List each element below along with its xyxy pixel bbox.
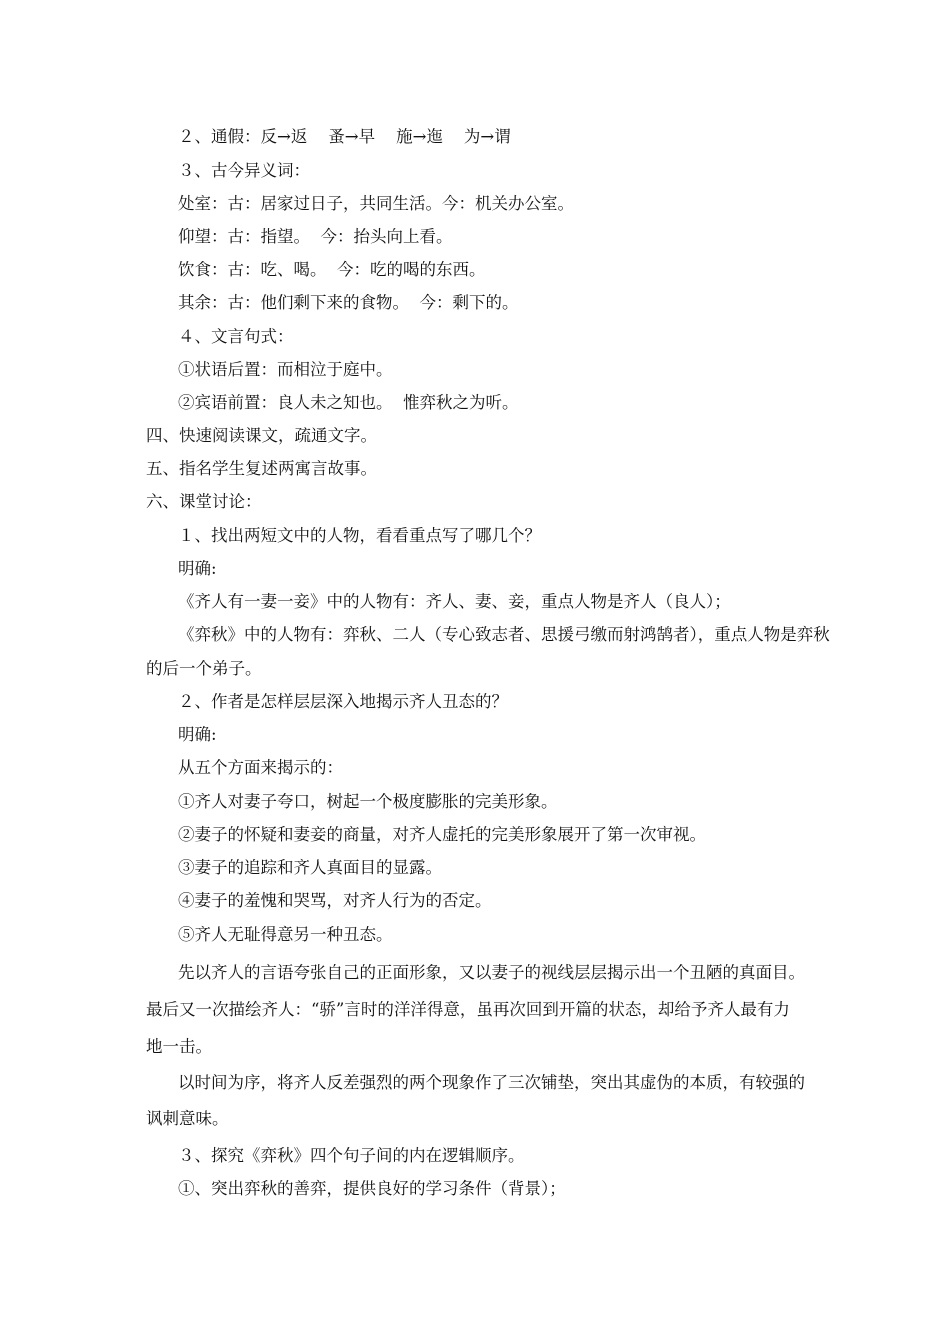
text-line: ２、通假：反→返 蚤→早 施→迤 为→谓 [178,127,511,146]
text-line: 地一击。 [146,1037,212,1056]
text-line: ④妻子的羞愧和哭骂，对齐人行为的否定。 [178,891,492,910]
text-line: ①齐人对妻子夸口，树起一个极度膨胀的完美形象。 [178,792,558,811]
section-heading: 五、指名学生复述两寓言故事。 [146,459,377,478]
text-line: ①状语后置：而相泣于庭中。 [178,360,393,379]
text-line: 《齐人有一妻一妾》中的人物有：齐人、妻、妾，重点人物是齐人（良人）； [178,592,731,611]
text-line: ①、突出弈秋的善弈，提供良好的学习条件（背景）； [178,1179,566,1198]
text-line: 以时间为序，将齐人反差强烈的两个现象作了三次铺垫，突出其虚伪的本质，有较强的 [178,1073,805,1092]
text-line: 从五个方面来揭示的： [178,758,343,777]
text-line: 的后一个弟子。 [146,659,262,678]
text-line: ②宾语前置：良人未之知也。 惟弈秋之为听。 [178,393,519,412]
text-line: １、找出两短文中的人物，看看重点写了哪几个？ [178,526,541,545]
text-line: ３、古今异义词： [178,161,310,180]
text-line: ③妻子的追踪和齐人真面目的显露。 [178,858,442,877]
text-line: 饮食：古：吃、喝。 今：吃的喝的东西。 [178,260,486,279]
text-line: 明确: [178,725,217,744]
text-line: 明确: [178,559,217,578]
text-line: ２、作者是怎样层层深入地揭示齐人丑态的？ [178,692,508,711]
text-line: 讽刺意味。 [146,1109,229,1128]
text-line: 其余：古：他们剩下来的食物。 今：剩下的。 [178,293,519,312]
text-line: 仰望：古：指望。 今：抬头向上看。 [178,227,453,246]
text-line: 《弈秋》中的人物有：弈秋、二人（专心致志者、思援弓缴而射鸿鹄者），重点人物是弈秋 [178,625,830,644]
text-line: 最后又一次描绘齐人：“骄”言时的洋洋得意，虽再次回到开篇的状态，却给予齐人最有力 [146,1000,790,1019]
section-heading: 六、课堂讨论： [146,492,262,511]
text-line: 先以齐人的言语夸张自己的正面形象，又以妻子的视线层层揭示出一个丑陋的真面目。 [178,963,805,982]
text-line: ⑤齐人无耻得意另一种丑态。 [178,925,393,944]
text-line: ４、文言句式： [178,327,294,346]
section-heading: 四、快速阅读课文，疏通文字。 [146,426,377,445]
text-line: ②妻子的怀疑和妻妾的商量，对齐人虚托的完美形象展开了第一次审视。 [178,825,706,844]
text-line: ３、探究《弈秋》四个句子间的内在逻辑顺序。 [178,1146,525,1165]
text-line: 处室：古：居家过日子，共同生活。今：机关办公室。 [178,194,574,213]
